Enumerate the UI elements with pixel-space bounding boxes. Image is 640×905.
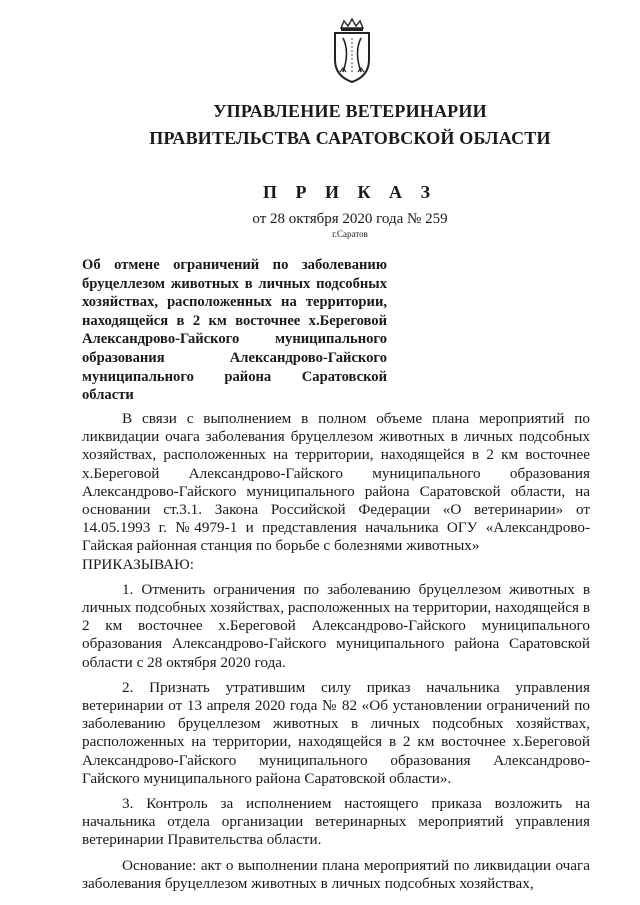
document-type: П Р И К А З — [262, 182, 438, 202]
document-date-number: от 28 октября 2020 года № 259 — [252, 211, 448, 227]
document-body — [82, 410, 590, 900]
order-item-3: 3. Контроль за исполнением настоящего приказа возложить на начальника отдела организации ветеринарных мероприятий управления ветеринарии Правительства области. — [82, 795, 590, 849]
document-place: г.Саратов — [332, 229, 368, 239]
order-item-1: 1. Отменить ограничения по заболеванию бруцеллезом животных в личных подсобных хозяйствах, расположенных на территории, находящейся в 2 км восточнее х.Береговой Александрово-Гайского муниципального образования Александрово-Гайского муниципального района Саратовской области с 28 октября 2020 года. — [82, 580, 590, 671]
basis-paragraph: Основание: акт о выполнении плана мероприятий по ликвидации очага заболевания бруцеллезом животных в личных подсобных хозяйствах, — [82, 856, 590, 892]
organization-name-line2: ПРАВИТЕЛЬСТВА САРАТОВСКОЙ ОБЛАСТИ — [149, 128, 551, 148]
order-word: ПРИКАЗЫВАЮ: — [82, 555, 194, 573]
order-item-2: 2. Признать утратившим силу приказ начальника управления ветеринарии от 13 апреля 2020 года № 82 «Об установлении ограничений по заболеванию бруцеллезом животных в личных подсобных хозяйствах, расположенных на территории, находящейся в 2 км восточнее х.Береговой Александрово-Гайского муниципального образования Александрово-Гайского муниципального района Саратовской области». — [82, 678, 590, 787]
saratov-coat-of-arms-icon — [330, 18, 374, 84]
document-subject: Об отмене ограничений по заболеванию бруцеллезом животных в личных подсобных хозяйствах, расположенных на территории, находящейся в 2 км восточнее х.Береговой Александрово-Гайского муниципального образования Александрово-Гайского муниципального района Саратовской области — [82, 257, 387, 404]
preamble-paragraph: В связи с выполнением в полном объеме плана мероприятий по ликвидации очага заболевания бруцеллезом животных в личных подсобных хозяйствах, расположенных на территории, находящейся в 2 км восточнее х.Береговой Александрово-Гайского муниципального образования Александрово-Гайского муниципального района Саратовской области, на основании ст.3.1. Закона Российской Федерации «О ветеринарии» от 14.05.1993 г. №4979-1 и представления начальника ОГУ «Александрово-Гайская районная станция по борьбе с болезнями животных» — [82, 410, 590, 555]
organization-name-line1: УПРАВЛЕНИЕ ВЕТЕРИНАРИИ — [213, 101, 487, 121]
